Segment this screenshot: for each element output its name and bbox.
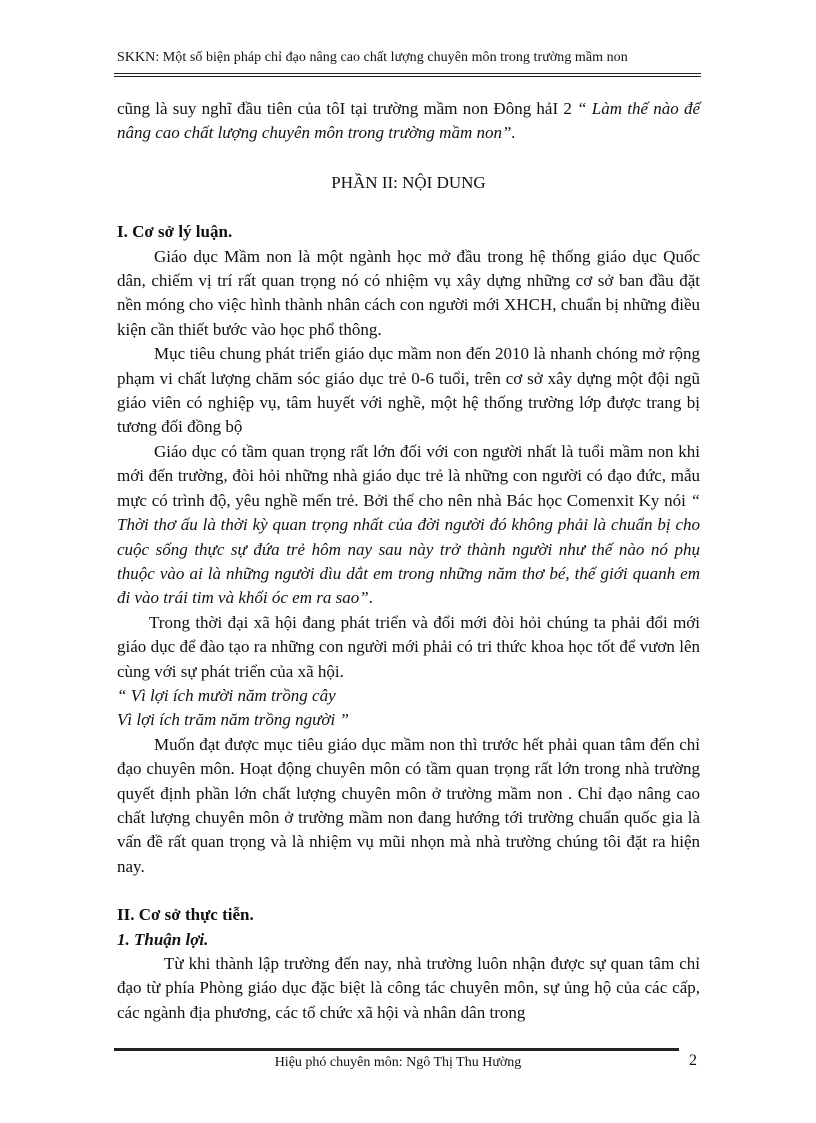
header-rule [114, 73, 701, 77]
running-header: SKKN: Một số biện pháp chỉ đạo nâng cao chất lượng chuyên môn trong trường mầm non [117, 50, 628, 65]
section1-paragraph-4: Trong thời đại xã hội đang phát triển và đổi mới đòi hỏi chúng ta phải đổi mới giáo dục để đào tạo ra những con người mới phải có tri thức khoa học tốt để vươn lên cùng với sự phát triển của xã hội. [117, 612, 700, 681]
page-number: 2 [689, 1052, 697, 1069]
intro-paragraph [117, 97, 700, 146]
section1-paragraph-5: Muốn đạt được mục tiêu giáo dục mầm non thì trước hết phải quan tâm đến chỉ đạo chuyên môn. Hoạt động chuyên môn có tầm quan trọng rất lớn trong nhà trường quyết định phần lớn chất lượng chuyên môn ở trường mầm non . Chỉ đạo nâng cao chất lượng chuyên môn ở trường mầm non đang hướng tới trường chuẩn quốc gia là vấn đề rất quan trọng và là nhiệm vụ mũi nhọn mà nhà trường chúng tôi đặt ra hiện nay. [117, 734, 700, 876]
spacer [117, 879, 700, 903]
poem-line-1: “ Vì lợi ích mười năm trồng cây [117, 685, 336, 705]
p3-quote: “ Thời thơ ấu là thời kỳ quan trọng nhất của đời người đó không phải là chuẩn bị cho cuộc sống thực sự đứa trẻ hôm nay sau này trở thành người như thế nào nó phụ thuộc vào ai là những người dìu dắt em trong những năm thơ bé, thế giới quanh em đi vào trái tim và khối óc em ra sao” [117, 490, 700, 608]
section2-subheading: 1. Thuận lợi. [117, 929, 209, 949]
page-body [117, 97, 700, 1025]
section1-paragraph-2: Mục tiêu chung phát triển giáo dục mầm non đến 2010 là nhanh chóng mở rộng phạm vi chất lượng chăm sóc giáo dục trẻ 0-6 tuổi, trên cơ sở xây dựng một đội ngũ giáo viên có nghiệp vụ, tâm huyết với nghề, một hệ thống trường lớp được trang bị tương đối đồng bộ [117, 344, 700, 437]
footer-rule [114, 1048, 679, 1051]
intro-quote: “ Làm thế nào để nâng cao chất lượng chuyên môn trong trường mầm non”. [117, 99, 701, 143]
part-title: PHẦN II: NỘI DUNG [331, 172, 486, 192]
p3-end: . [368, 588, 373, 608]
poem-line-2: Vì lợi ích trăm năm trồng người ” [117, 710, 349, 730]
p3-text: Giáo dục có tầm quan trọng rất lớn đối với con người nhất là tuổi mầm non khi mới đến trường, đòi hỏi những nhà giáo dục trẻ là những con người có đạo đức, mẫu mực có trình độ, yêu nghề mến trẻ. Bởi thế cho nên nhà Bác học Comenxit Ky nói [117, 441, 700, 510]
intro-text: cũng là suy nghĩ đầu tiên của tôI tại trường mầm non Đông hảI 2 [117, 99, 572, 118]
section1-paragraph-1: Giáo dục Mầm non là một ngành học mở đầu trong hệ thống giáo dục Quốc dân, chiếm vị trí rất quan trọng nó có nhiệm vụ xây dựng những cơ sở ban đầu đặt nền móng cho việc hình thành nhân cách con người mới XHCH, chuẩn bị những điều kiện cần thiết bước vào học phổ thông. [117, 246, 700, 339]
footer-author: Hiệu phó chuyên môn: Ngô Thị Thu Hường [274, 1055, 522, 1070]
section2-heading: II. Cơ sở thực tiễn. [117, 905, 254, 925]
section1-heading: I. Cơ sở lý luận. [117, 222, 233, 242]
section2-paragraph-1: Từ khi thành lập trường đến nay, nhà trường luôn nhận được sự quan tâm chỉ đạo từ phía Phòng giáo dục đặc biệt là công tác chuyên môn, sự ủng hộ của các cấp, các ngành địa phương, các tổ chức xã hội và nhân dân trong [117, 954, 700, 1022]
section1-paragraph-3 [117, 440, 700, 611]
